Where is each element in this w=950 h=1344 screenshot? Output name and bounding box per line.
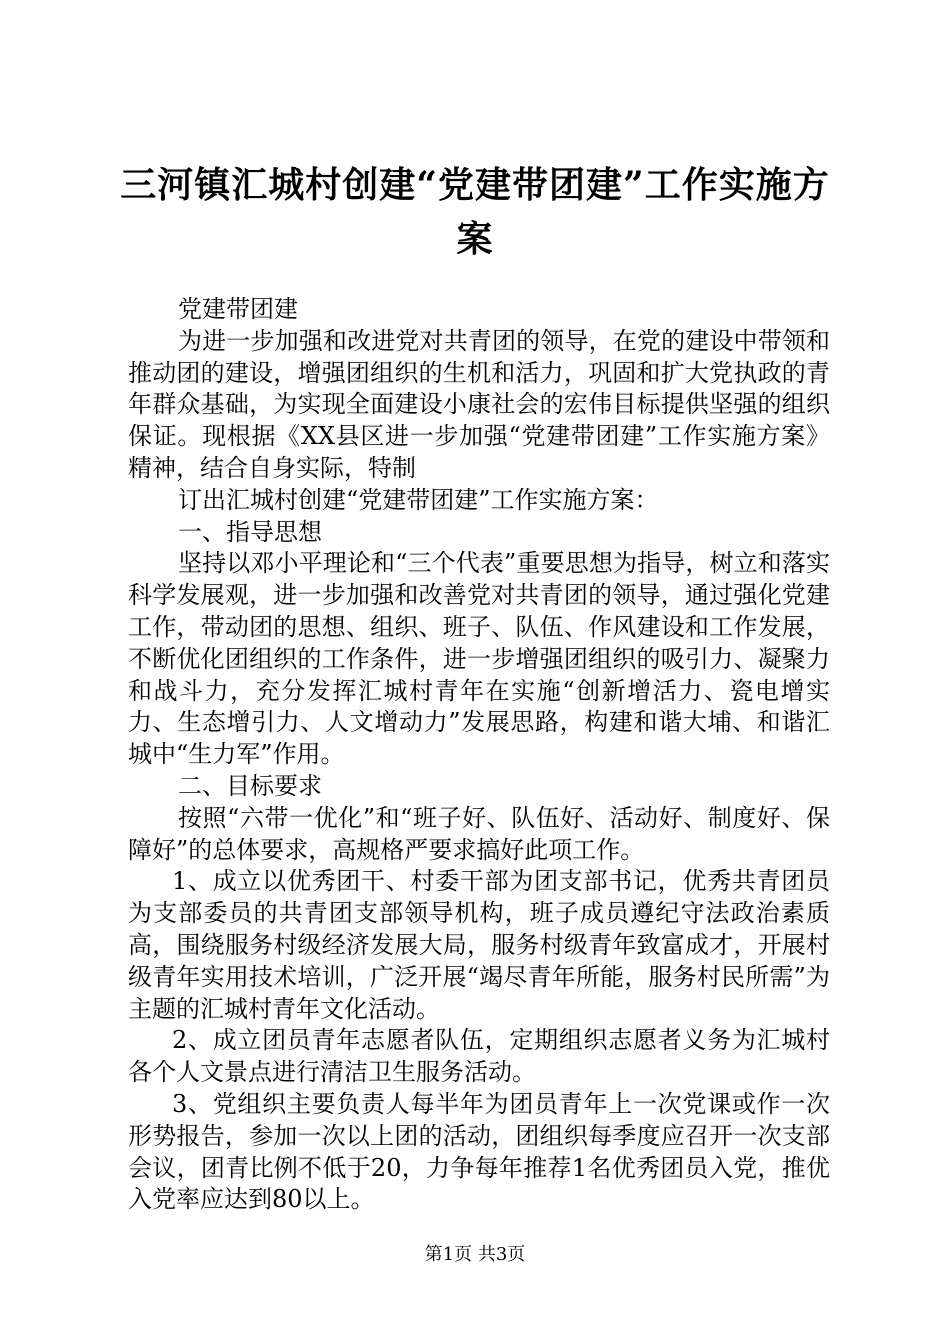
paragraph-item-2: 2、成立团员青年志愿者队伍，定期组织志愿者义务为汇城村各个人文景点进行清洁卫生服务活动。 xyxy=(128,1026,830,1087)
paragraph-item-3: 3、党组织主要负责人每半年为团员青年上一次党课或作一次形势报告，参加一次以上团的活动，团组织每季度应召开一次支部会议，团青比例不低于20，力争每年推荐1名优秀团员入党，推优入党率应达到80以上。 xyxy=(128,1089,830,1214)
section-heading-goals: 二、目标要求 xyxy=(178,771,322,800)
document-title: 三河镇汇城村创建“党建带团建”工作实施方案 xyxy=(120,164,830,260)
page-footer: 第1页 共3页 xyxy=(424,1244,526,1265)
paragraph-guiding-ideology: 坚持以邓小平理论和“三个代表”重要思想为指导，树立和落实科学发展观，进一步加强和改善党对共青团的领导，通过强化党建工作，带动团的思想、组织、班子、队伍、作风建设和工作发展，不断优化团组织的工作条件，进一步增强团组织的吸引力、凝聚力和战斗力，充分发挥汇城村青年在实施“创新增活力、瓷电增实力、生态增引力、人文增动力”发展思路，构建和谐大埔、和谐汇城中“生力军”作用。 xyxy=(128,549,830,769)
paragraph-intro-continued: 订出汇城村创建“党建带团建”工作实施方案： xyxy=(178,485,659,514)
paragraph-goals: 按照“六带一优化”和“班子好、队伍好、活动好、制度好、保障好”的总体要求，高规格严要求搞好此项工作。 xyxy=(128,803,830,864)
paragraph-item-1: 1、成立以优秀团干、村委干部为团支部书记，优秀共青团员为支部委员的共青团支部领导机构，班子成员遵纪守法政治素质高，围绕服务村级经济发展大局，服务村级青年致富成才，开展村级青年实用技术培训，广泛开展“竭尽青年所能，服务村民所需”为主题的汇城村青年文化活动。 xyxy=(128,867,830,1023)
paragraph-heading-party: 党建带团建 xyxy=(178,295,298,323)
paragraph-intro: 为进一步加强和改进党对共青团的领导，在党的建设中带领和推动团的建设，增强团组织的生机和活力，巩固和扩大党执政的青年群众基础，为实现全面建设小康社会的宏伟目标提供坚强的组织保证。现根据《XX县区进一步加强“党建带团建”工作实施方案》精神，结合自身实际，特制 xyxy=(128,326,830,482)
document-body xyxy=(128,294,830,1216)
section-heading-guiding-ideology: 一、指导思想 xyxy=(178,517,322,546)
